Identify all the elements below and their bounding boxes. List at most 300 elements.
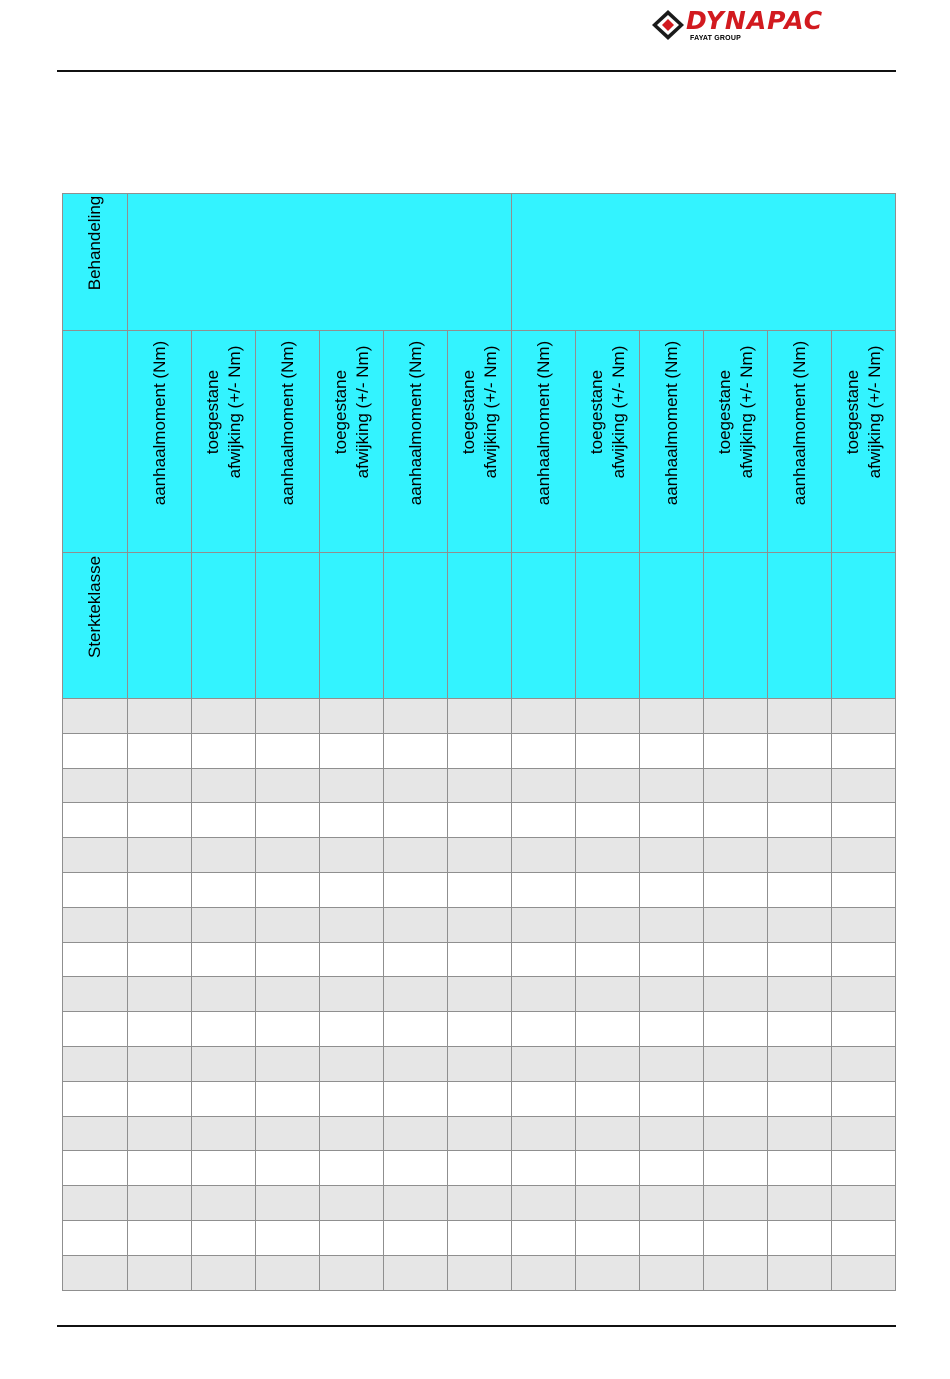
table-cell (512, 803, 576, 838)
table-cell (384, 942, 448, 977)
table-cell (704, 1046, 768, 1081)
table-cell (768, 1046, 832, 1081)
table-cell (384, 733, 448, 768)
column-header-line: toegestane (330, 369, 350, 454)
table-cell (384, 1220, 448, 1255)
column-header-11 (768, 331, 832, 553)
table-cell (576, 1186, 640, 1221)
strength-cell (320, 553, 384, 699)
table-cell (256, 907, 320, 942)
column-header-label: aanhaalmoment (Nm) (405, 340, 425, 505)
strength-cell (512, 553, 576, 699)
table-cell (640, 699, 704, 734)
table-cell (576, 1255, 640, 1290)
table-row (63, 1220, 896, 1255)
table-cell (640, 768, 704, 803)
table-cell (832, 803, 896, 838)
table-cell (832, 768, 896, 803)
table-cell (320, 838, 384, 873)
table-cell (448, 699, 512, 734)
table-cell (320, 699, 384, 734)
table-cell (63, 1220, 128, 1255)
table-cell (704, 768, 768, 803)
table-cell (128, 1116, 192, 1151)
table-cell (256, 942, 320, 977)
strength-cell (576, 553, 640, 699)
table-cell (512, 872, 576, 907)
table-cell (832, 1220, 896, 1255)
table-cell (448, 1046, 512, 1081)
column-header-label: aanhaalmoment (Nm) (533, 340, 553, 505)
table-cell (640, 1046, 704, 1081)
table-cell (192, 1116, 256, 1151)
table-cell (192, 1151, 256, 1186)
table-row (63, 838, 896, 873)
table-cell (63, 768, 128, 803)
table-cell (576, 977, 640, 1012)
table-cell (768, 803, 832, 838)
table-cell (192, 1081, 256, 1116)
column-header-label (330, 345, 374, 478)
table-cell (320, 733, 384, 768)
table-cell (320, 1186, 384, 1221)
table-cell (512, 1186, 576, 1221)
table-cell (192, 1255, 256, 1290)
table-cell (63, 872, 128, 907)
column-header-12 (832, 331, 896, 553)
table-cell (448, 1012, 512, 1047)
table-cell (576, 942, 640, 977)
table-cell (384, 907, 448, 942)
column-header-label: aanhaalmoment (Nm) (661, 340, 681, 505)
table-cell (832, 1186, 896, 1221)
column-header-line: toegestane (714, 369, 734, 454)
table-cell (320, 803, 384, 838)
strength-cell (832, 553, 896, 699)
table-cell (768, 1151, 832, 1186)
table-cell (128, 1220, 192, 1255)
torque-table (62, 193, 896, 1291)
table-row (63, 1186, 896, 1221)
table-cell (512, 699, 576, 734)
table-cell (384, 768, 448, 803)
table-cell (640, 1186, 704, 1221)
table-cell (256, 1220, 320, 1255)
table-cell (320, 1151, 384, 1186)
column-header-label (842, 345, 886, 478)
table-cell (640, 1151, 704, 1186)
table-cell (192, 1046, 256, 1081)
table-cell (768, 1220, 832, 1255)
table-cell (320, 977, 384, 1012)
table-cell (256, 803, 320, 838)
table-cell (128, 942, 192, 977)
table-cell (704, 733, 768, 768)
table-cell (63, 1081, 128, 1116)
table-row (63, 942, 896, 977)
table-row (63, 1151, 896, 1186)
table-row (63, 872, 896, 907)
table-cell (192, 942, 256, 977)
table-row (63, 699, 896, 734)
brand-subtitle: FAYAT GROUP (690, 35, 741, 42)
table-cell (832, 942, 896, 977)
table-cell (448, 1151, 512, 1186)
table-cell (512, 1081, 576, 1116)
table-cell (832, 838, 896, 873)
table-cell (384, 1046, 448, 1081)
table-cell (512, 1116, 576, 1151)
column-header-10 (704, 331, 768, 553)
table-cell (256, 699, 320, 734)
table-cell (512, 1046, 576, 1081)
treatment-cell-1 (128, 194, 512, 331)
table-cell (512, 768, 576, 803)
table-cell (256, 733, 320, 768)
table-cell (128, 872, 192, 907)
table-cell (512, 1255, 576, 1290)
table-cell (768, 1012, 832, 1047)
column-header-line: toegestane (458, 369, 478, 454)
brand-name: DYNAPAC (686, 6, 824, 35)
table-cell (192, 977, 256, 1012)
table-cell (448, 907, 512, 942)
table-cell (63, 1186, 128, 1221)
strength-label: Sterkteklasse (85, 555, 104, 658)
table-row (63, 768, 896, 803)
table-cell (256, 838, 320, 873)
table-row (63, 1046, 896, 1081)
table-cell (704, 907, 768, 942)
table-cell (768, 1081, 832, 1116)
table-cell (704, 1116, 768, 1151)
table-cell (832, 872, 896, 907)
column-header-line: afwijking (+/- Nm) (224, 345, 244, 478)
strength-cell (256, 553, 320, 699)
table-cell (640, 942, 704, 977)
table-cell (256, 1012, 320, 1047)
table-cell (448, 1220, 512, 1255)
column-header-8 (576, 331, 640, 553)
table-cell (63, 838, 128, 873)
table-cell (63, 1255, 128, 1290)
table-cell (832, 1046, 896, 1081)
table-cell (192, 1220, 256, 1255)
table-row (63, 803, 896, 838)
table-cell (768, 838, 832, 873)
table-cell (63, 977, 128, 1012)
column-header-5 (384, 331, 448, 553)
column-header-label (714, 345, 758, 478)
table-cell (640, 977, 704, 1012)
table-cell (320, 768, 384, 803)
table-cell (640, 1220, 704, 1255)
table-cell (63, 733, 128, 768)
table-cell (320, 1012, 384, 1047)
dynapac-diamond-icon (652, 10, 684, 40)
table-cell (320, 1255, 384, 1290)
table-cell (512, 1012, 576, 1047)
table-cell (448, 1255, 512, 1290)
table-cell (832, 1081, 896, 1116)
table-cell (192, 838, 256, 873)
table-cell (384, 838, 448, 873)
table-cell (320, 907, 384, 942)
table-cell (768, 977, 832, 1012)
column-header-label (586, 345, 630, 478)
table-cell (640, 907, 704, 942)
table-cell (256, 1151, 320, 1186)
table-cell (320, 942, 384, 977)
table-cell (768, 942, 832, 977)
table-cell (576, 1046, 640, 1081)
table-cell (704, 803, 768, 838)
table-cell (192, 1186, 256, 1221)
table-cell (640, 803, 704, 838)
table-row (63, 907, 896, 942)
table-cell (320, 1116, 384, 1151)
strength-cell (448, 553, 512, 699)
table-cell (448, 733, 512, 768)
table-cell (576, 733, 640, 768)
header-rule (57, 70, 896, 72)
table-cell (63, 907, 128, 942)
table-cell (512, 907, 576, 942)
table-cell (704, 838, 768, 873)
table-cell (512, 1220, 576, 1255)
treatment-cell-2 (512, 194, 896, 331)
treatment-label: Behandeling (85, 195, 104, 291)
column-header-6 (448, 331, 512, 553)
column-header-label: aanhaalmoment (Nm) (149, 340, 169, 505)
column-header-line: toegestane (202, 369, 222, 454)
table-cell (512, 977, 576, 1012)
table-cell (256, 977, 320, 1012)
table-cell (384, 977, 448, 1012)
table-cell (704, 1186, 768, 1221)
table-row (63, 1255, 896, 1290)
table-cell (128, 1046, 192, 1081)
table-cell (320, 1220, 384, 1255)
table-cell (320, 1081, 384, 1116)
strength-cell (384, 553, 448, 699)
table-cell (128, 1186, 192, 1221)
strength-cell (768, 553, 832, 699)
table-cell (704, 1151, 768, 1186)
table-cell (448, 872, 512, 907)
table-cell (384, 1081, 448, 1116)
table-cell (832, 699, 896, 734)
table-cell (448, 803, 512, 838)
column-header-line: afwijking (+/- Nm) (608, 345, 628, 478)
table-cell (320, 872, 384, 907)
table-cell (576, 1151, 640, 1186)
table-cell (704, 699, 768, 734)
table-cell (704, 1255, 768, 1290)
column-header-label (458, 345, 502, 478)
table-cell (128, 803, 192, 838)
table-cell (256, 1081, 320, 1116)
table-cell (512, 733, 576, 768)
table-cell (512, 942, 576, 977)
table-cell (576, 699, 640, 734)
table-cell (384, 872, 448, 907)
column-header-line: toegestane (586, 369, 606, 454)
table-cell (63, 1116, 128, 1151)
table-cell (384, 1255, 448, 1290)
table-cell (768, 1116, 832, 1151)
table-cell (128, 838, 192, 873)
table-cell (576, 907, 640, 942)
table-cell (576, 1081, 640, 1116)
table-cell (128, 1012, 192, 1047)
column-header-2 (192, 331, 256, 553)
table-cell (448, 977, 512, 1012)
column-header-label: aanhaalmoment (Nm) (277, 340, 297, 505)
footer-rule (57, 1325, 896, 1327)
column-header-3 (256, 331, 320, 553)
strength-cell (640, 553, 704, 699)
table-cell (192, 768, 256, 803)
table-cell (640, 1012, 704, 1047)
column-header-label (202, 345, 246, 478)
table-cell (768, 1186, 832, 1221)
table-cell (63, 699, 128, 734)
table-cell (768, 699, 832, 734)
table-cell (384, 1012, 448, 1047)
table-cell (832, 733, 896, 768)
table-cell (768, 907, 832, 942)
table-cell (192, 699, 256, 734)
table-cell (832, 1151, 896, 1186)
table-cell (448, 1186, 512, 1221)
table-cell (768, 768, 832, 803)
table-cell (576, 1220, 640, 1255)
table-cell (576, 768, 640, 803)
table-cell (192, 907, 256, 942)
table-cell (576, 872, 640, 907)
table-cell (256, 1255, 320, 1290)
table-cell (384, 803, 448, 838)
strength-cell (192, 553, 256, 699)
table-cell (704, 977, 768, 1012)
table-row (63, 1012, 896, 1047)
table-cell (63, 1046, 128, 1081)
dynapac-logo (652, 8, 900, 48)
column-header-7 (512, 331, 576, 553)
table-row (63, 1081, 896, 1116)
table-cell (640, 1116, 704, 1151)
table-cell (128, 733, 192, 768)
table-cell (128, 1255, 192, 1290)
table-cell (256, 1116, 320, 1151)
table-cell (128, 977, 192, 1012)
table-cell (768, 872, 832, 907)
table-cell (768, 733, 832, 768)
table-cell (256, 768, 320, 803)
table-cell (63, 1012, 128, 1047)
column-header-9 (640, 331, 704, 553)
table-cell (192, 872, 256, 907)
table-cell (448, 768, 512, 803)
table-cell (128, 768, 192, 803)
table-cell (256, 1046, 320, 1081)
table-cell (63, 942, 128, 977)
table-cell (576, 803, 640, 838)
column-header-label: aanhaalmoment (Nm) (789, 340, 809, 505)
column-header-1 (128, 331, 192, 553)
corner-cell (63, 331, 128, 553)
column-header-4 (320, 331, 384, 553)
table-cell (448, 942, 512, 977)
table-cell (512, 1151, 576, 1186)
table-cell (256, 872, 320, 907)
table-cell (192, 733, 256, 768)
table-row (63, 733, 896, 768)
table-cell (640, 1255, 704, 1290)
table-row (63, 977, 896, 1012)
table-cell (384, 1186, 448, 1221)
table-cell (640, 838, 704, 873)
table-cell (640, 1081, 704, 1116)
table-cell (704, 1012, 768, 1047)
column-header-line: afwijking (+/- Nm) (736, 345, 756, 478)
table-cell (448, 1116, 512, 1151)
table-cell (768, 1255, 832, 1290)
table-cell (192, 1012, 256, 1047)
table-cell (192, 803, 256, 838)
table-cell (63, 1151, 128, 1186)
table-cell (832, 1255, 896, 1290)
table-cell (63, 803, 128, 838)
table-cell (384, 1116, 448, 1151)
table-cell (704, 872, 768, 907)
table-cell (640, 872, 704, 907)
table-cell (640, 733, 704, 768)
table-cell (832, 1012, 896, 1047)
table-cell (576, 838, 640, 873)
table-cell (576, 1116, 640, 1151)
table-row (63, 1116, 896, 1151)
column-header-line: afwijking (+/- Nm) (352, 345, 372, 478)
table-cell (832, 977, 896, 1012)
column-header-line: afwijking (+/- Nm) (480, 345, 500, 478)
table-cell (256, 1186, 320, 1221)
table-cell (384, 699, 448, 734)
table-cell (128, 1151, 192, 1186)
table-cell (448, 1081, 512, 1116)
column-header-line: toegestane (842, 369, 862, 454)
table-cell (704, 1220, 768, 1255)
table-cell (448, 838, 512, 873)
strength-cell (128, 553, 192, 699)
table-cell (704, 942, 768, 977)
table-cell (320, 1046, 384, 1081)
table-cell (832, 907, 896, 942)
table-cell (576, 1012, 640, 1047)
table-cell (384, 1151, 448, 1186)
table-cell (512, 838, 576, 873)
table-cell (128, 1081, 192, 1116)
table-cell (704, 1081, 768, 1116)
treatment-label-cell (63, 194, 128, 331)
table-cell (832, 1116, 896, 1151)
table-cell (128, 907, 192, 942)
strength-cell (704, 553, 768, 699)
column-header-line: afwijking (+/- Nm) (864, 345, 884, 478)
strength-label-cell (63, 553, 128, 699)
table-cell (128, 699, 192, 734)
